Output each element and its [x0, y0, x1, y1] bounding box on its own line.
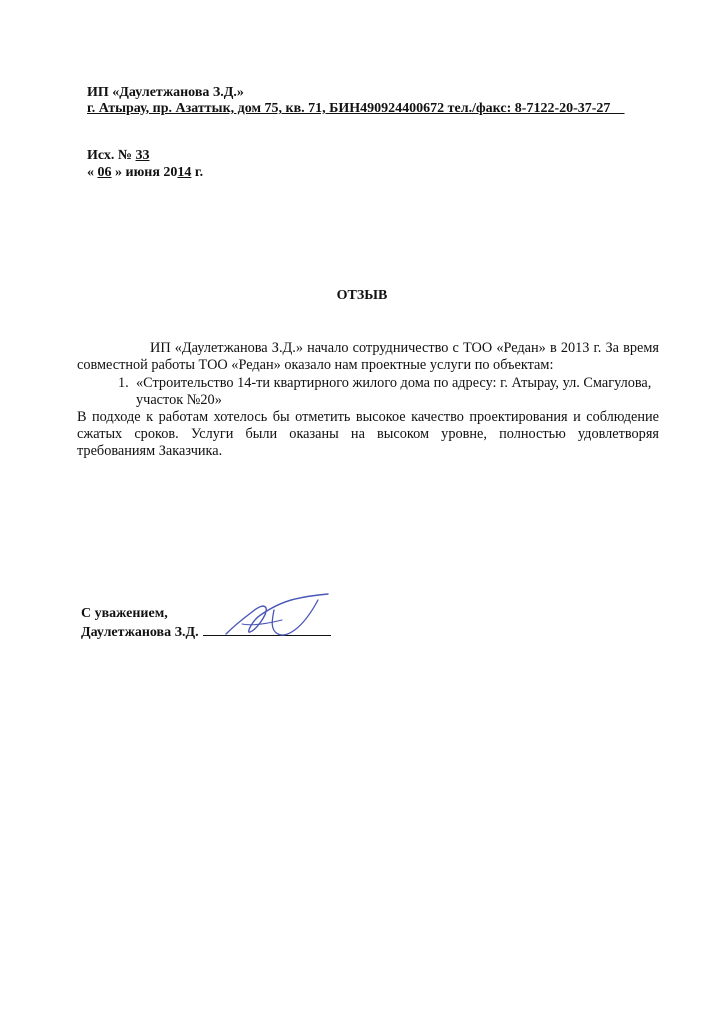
closing-regards: С уважением, — [81, 606, 168, 621]
company-name: ИП «Даулетжанова З.Д.» — [87, 85, 244, 100]
list-item — [113, 375, 659, 409]
outgoing-number — [87, 147, 150, 165]
signer-name: Даулетжанова З.Д. — [81, 625, 199, 640]
company-address: г. Атырау, пр. Азаттык, дом 75, кв. 71, БИН490924400672 тел./факс: 8-7122-20-37-27__ — [87, 101, 625, 116]
paragraph-conclusion: В подходе к работам хотелось бы отметить высокое качество проектирования и соблюдение сжатых сроков. Услуги были оказаны на высоком уровне, полностью удовлетворяя требованиям Заказчика. — [77, 409, 659, 459]
list-item-number: 1. — [118, 375, 129, 391]
outgoing-value: 33 — [135, 148, 150, 163]
handwritten-signature — [222, 590, 334, 646]
date-open-quote: « — [87, 165, 98, 180]
list-item-line-1: «Строительство 14-ти квартирного жилого дома по адресу: г. Атырау, ул. Смагулова, — [136, 375, 652, 391]
date-tail: г. — [191, 165, 204, 180]
date-month: » июня 20 — [111, 165, 178, 180]
letter-date — [87, 164, 203, 182]
list-item-line-2: участок №20» — [136, 392, 222, 408]
document-title: ОТЗЫВ — [336, 288, 388, 303]
date-year-suffix: 14 — [177, 165, 192, 180]
date-day: 06 — [97, 165, 112, 180]
paragraph-intro: ИП «Даулетжанова З.Д.» начало сотрудничество с ТОО «Редан» в 2013 г. За время совместной работы ТОО «Редан» оказало нам проектные услуги по объектам: — [77, 340, 659, 373]
outgoing-prefix: Исх. № — [87, 148, 136, 163]
